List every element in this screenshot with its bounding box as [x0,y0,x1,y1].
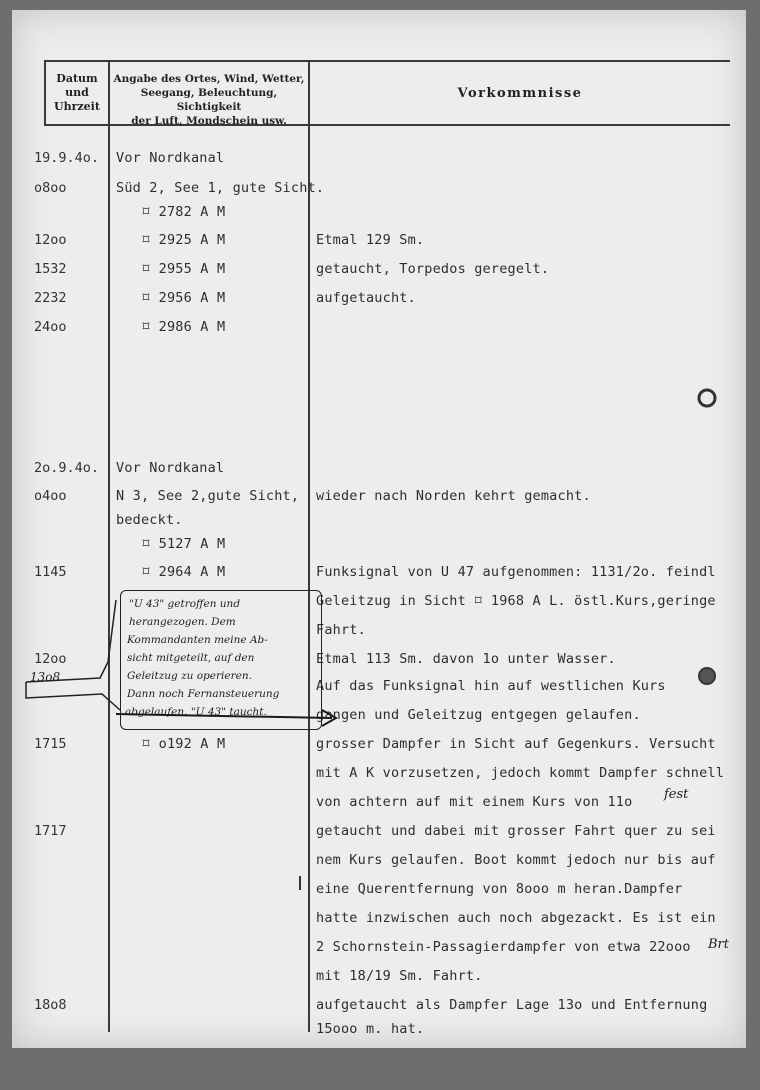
row-location: ⌑ 2925 A M [142,232,226,248]
row-event: gangen und Geleitzug entgegen gelaufen. [316,707,641,723]
header-date-line: Uhrzeit [54,100,100,113]
row-datetime: 12oo [34,651,67,667]
row-event: hatte inzwischen auch noch abgezackt. Es ist ein [316,910,716,926]
row-location: ⌑ 2964 A M [142,564,226,580]
row-event: Etmal 113 Sm. davon 1o unter Wasser. [316,651,616,667]
row-location: ⌑ 2782 A M [142,204,226,220]
row-location: Vor Nordkanal [116,150,225,166]
row-datetime: 2232 [34,290,67,306]
row-datetime: 18o8 [34,997,67,1013]
row-datetime: 1145 [34,564,67,580]
row-datetime: 24oo [34,319,67,335]
handwritten-course-note: fest [664,787,689,802]
handwritten-line: "U 43" getroffen und [129,598,241,610]
row-datetime: 12oo [34,232,67,248]
header-events: Vorkommnisse [457,86,583,101]
row-event: grosser Dampfer in Sicht auf Gegenkurs. Versucht [316,736,716,752]
row-event: getaucht, Torpedos geregelt. [316,261,550,277]
row-event: 2 Schornstein-Passagierdampfer von etwa 22ooo [316,939,691,955]
row-location: bedeckt. [116,512,183,528]
row-event: mit A K vorzusetzen, jedoch kommt Dampfer schnell [316,765,725,781]
logbook-page [12,10,746,1048]
pen-marks [12,10,746,1048]
row-event: aufgetaucht. [316,290,416,306]
handwritten-line: Geleitzug zu operieren. [127,670,252,682]
row-event: Funksignal von U 47 aufgenommen: 1131/2o. feindl [316,564,716,580]
handwritten-line: Dann noch Fernansteuerung [127,688,280,700]
row-event: aufgetaucht als Dampfer Lage 13o und Entfernung [316,997,708,1013]
header-date-line: und [65,86,89,99]
header-location-line: der Luft, Mondschein usw. [131,115,287,127]
row-event: Geleitzug in Sicht ⌑ 1968 A L. östl.Kurs,geringe [316,593,716,609]
row-event: getaucht und dabei mit grosser Fahrt quer zu sei [316,823,716,839]
punch-hole-mark [699,390,715,406]
row-datetime: 19.9.4o. [34,150,100,166]
row-location: ⌑ 5127 A M [142,536,226,552]
header-location-line: Angabe des Ortes, Wind, Wetter, [113,73,305,85]
row-event: von achtern auf mit einem Kurs von 11o [316,794,633,810]
handwritten-line: sicht mitgeteilt, auf den [127,652,255,664]
row-location: Vor Nordkanal [116,460,225,476]
row-location: ⌑ o192 A M [142,736,226,752]
row-location: ⌑ 2956 A M [142,290,226,306]
row-datetime: 1715 [34,736,67,752]
row-location: N 3, See 2,gute Sicht, [116,488,300,504]
row-datetime: 1532 [34,261,67,277]
header-location-line: Seegang, Beleuchtung, Sichtigkeit [140,87,278,113]
handwritten-line: abgelaufen. "U 43" taucht. [125,706,267,718]
row-location: ⌑ 2955 A M [142,261,226,277]
row-location: Süd 2, See 1, gute Sicht. [116,180,325,196]
row-event: wieder nach Norden kehrt gemacht. [316,488,591,504]
punch-hole-mark [699,668,715,684]
row-event: Fahrt. [316,622,366,638]
row-datetime: o8oo [34,180,67,196]
row-datetime: 2o.9.4o. [34,460,100,476]
row-event: Auf das Funksignal hin auf westlichen Kurs [316,678,666,694]
handwritten-line: Kommandanten meine Ab- [127,634,268,646]
row-event: eine Querentfernung von 8ooo m heran.Dampfer [316,881,683,897]
row-event: Etmal 129 Sm. [316,232,425,248]
row-location: ⌑ 2986 A M [142,319,226,335]
handwritten-margin-time: 13o8 [30,670,61,684]
header-date-line: Datum [56,72,98,85]
row-datetime: 1717 [34,823,67,839]
handwritten-tonnage-unit: Brt [708,937,729,952]
row-event: nem Kurs gelaufen. Boot kommt jedoch nur bis auf [316,852,716,868]
handwritten-line: herangezogen. Dem [129,616,236,628]
row-event: 15ooo m. hat. [316,1021,425,1037]
row-event: mit 18/19 Sm. Fahrt. [316,968,483,984]
row-datetime: o4oo [34,488,67,504]
